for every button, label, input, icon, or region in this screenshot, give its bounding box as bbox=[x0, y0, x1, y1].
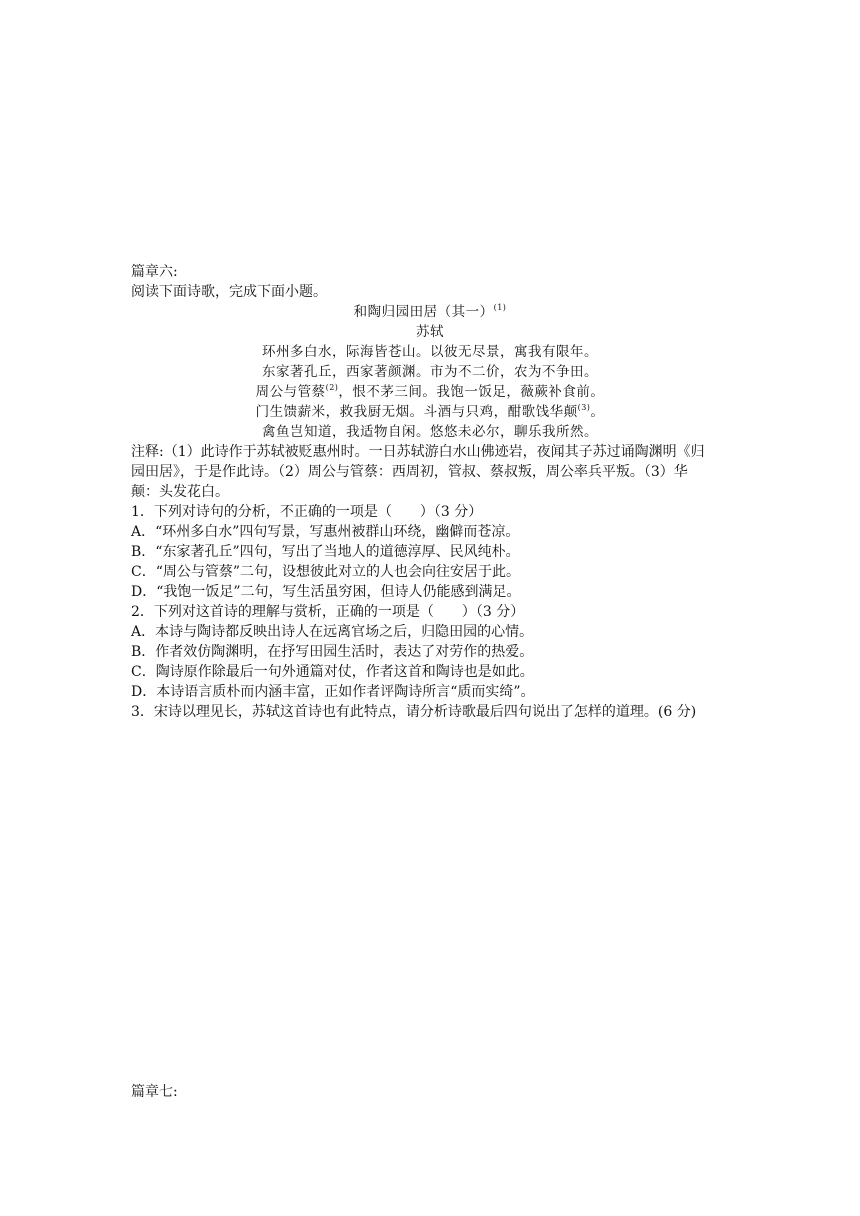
answer-option: D．本诗语言质朴而内涵丰富，正如作者评陶诗所言“质而实绮”。 bbox=[131, 684, 535, 700]
poem-line-text: 环州多白水，际海皆苍山。以彼无尽景，寓我有限年。 bbox=[262, 344, 598, 360]
question-stem: 2．下列对这首诗的理解与赏析，正确的一项是（ ）（3 分） bbox=[131, 604, 525, 620]
annotation-line: 注释:（1）此诗作于苏轼被贬惠州时。一日苏轼游白水山佛迹岩，夜闻其子苏过诵陶渊明《归 bbox=[131, 444, 705, 460]
annotation-line: 颠：头发花白。 bbox=[131, 484, 229, 500]
section-heading: 篇章六: bbox=[131, 264, 178, 280]
question-stem: 1．下列对诗句的分析，不正确的一项是（ ）（3 分） bbox=[131, 504, 483, 520]
poem-title-text: 和陶归园田居（其一） bbox=[353, 304, 494, 320]
poem-line-text: 门生馈薪米，救我厨无烟。斗酒与只鸡，酣歌饯华颠 bbox=[255, 404, 578, 420]
poem-author: 苏轼 bbox=[416, 324, 444, 340]
answer-option: C．“周公与管蔡”二句，设想彼此对立的人也会向往安居于此。 bbox=[131, 564, 521, 580]
answer-option: A．本诗与陶诗都反映出诗人在远离官场之后，归隐田园的心情。 bbox=[131, 624, 534, 640]
poem-line-text: 禽鱼岂知道，我适物自闲。悠悠未必尔，聊乐我所然。 bbox=[262, 424, 598, 440]
poem-line-text: ，恨不茅三间。我饱一饭足，薇蕨补食前。 bbox=[338, 384, 605, 400]
poem-line bbox=[0, 402, 860, 422]
section-heading: 篇章七: bbox=[131, 1084, 178, 1100]
answer-option: A．“环州多白水”四句写景，写惠州被群山环绕，幽僻而苍凉。 bbox=[131, 524, 520, 540]
footnote-marker: (2) bbox=[325, 383, 339, 392]
answer-option: B．“东家著孔丘”四句，写出了当地人的道德淳厚、民风纯朴。 bbox=[131, 544, 520, 560]
answer-option: D．“我饱一饭足”二句，写生活虽穷困，但诗人仍能感到满足。 bbox=[131, 584, 521, 600]
instruction-text: 阅读下面诗歌，完成下面小题。 bbox=[131, 284, 327, 300]
footnote-marker: (3) bbox=[577, 403, 591, 412]
poem-line bbox=[0, 362, 860, 382]
poem-line bbox=[0, 382, 860, 402]
poem-line bbox=[0, 342, 860, 362]
poem-line-text: 东家著孔丘，西家著颜渊。市为不二价，农为不争田。 bbox=[262, 364, 598, 380]
poem-line bbox=[0, 422, 860, 442]
footnote-marker: (1) bbox=[493, 303, 507, 312]
answer-option: C．陶诗原作除最后一句外通篇对仗，作者这首和陶诗也是如此。 bbox=[131, 664, 534, 680]
question-stem: 3．宋诗以理见长，苏轼这首诗也有此特点，请分析诗歌最后四句说出了怎样的道理。(6 分) bbox=[131, 704, 697, 720]
answer-option: B．作者效仿陶渊明，在抒写田园生活时，表达了对劳作的热爱。 bbox=[131, 644, 534, 660]
poem-line-text: 周公与管蔡 bbox=[255, 384, 326, 400]
poem-title bbox=[0, 302, 860, 322]
poem-line-text: 。 bbox=[590, 404, 605, 420]
annotation-line: 园田居》，于是作此诗。（2）周公与管蔡：西周初，管叔、蔡叔叛，周公率兵平叛。（3）华 bbox=[131, 464, 688, 480]
